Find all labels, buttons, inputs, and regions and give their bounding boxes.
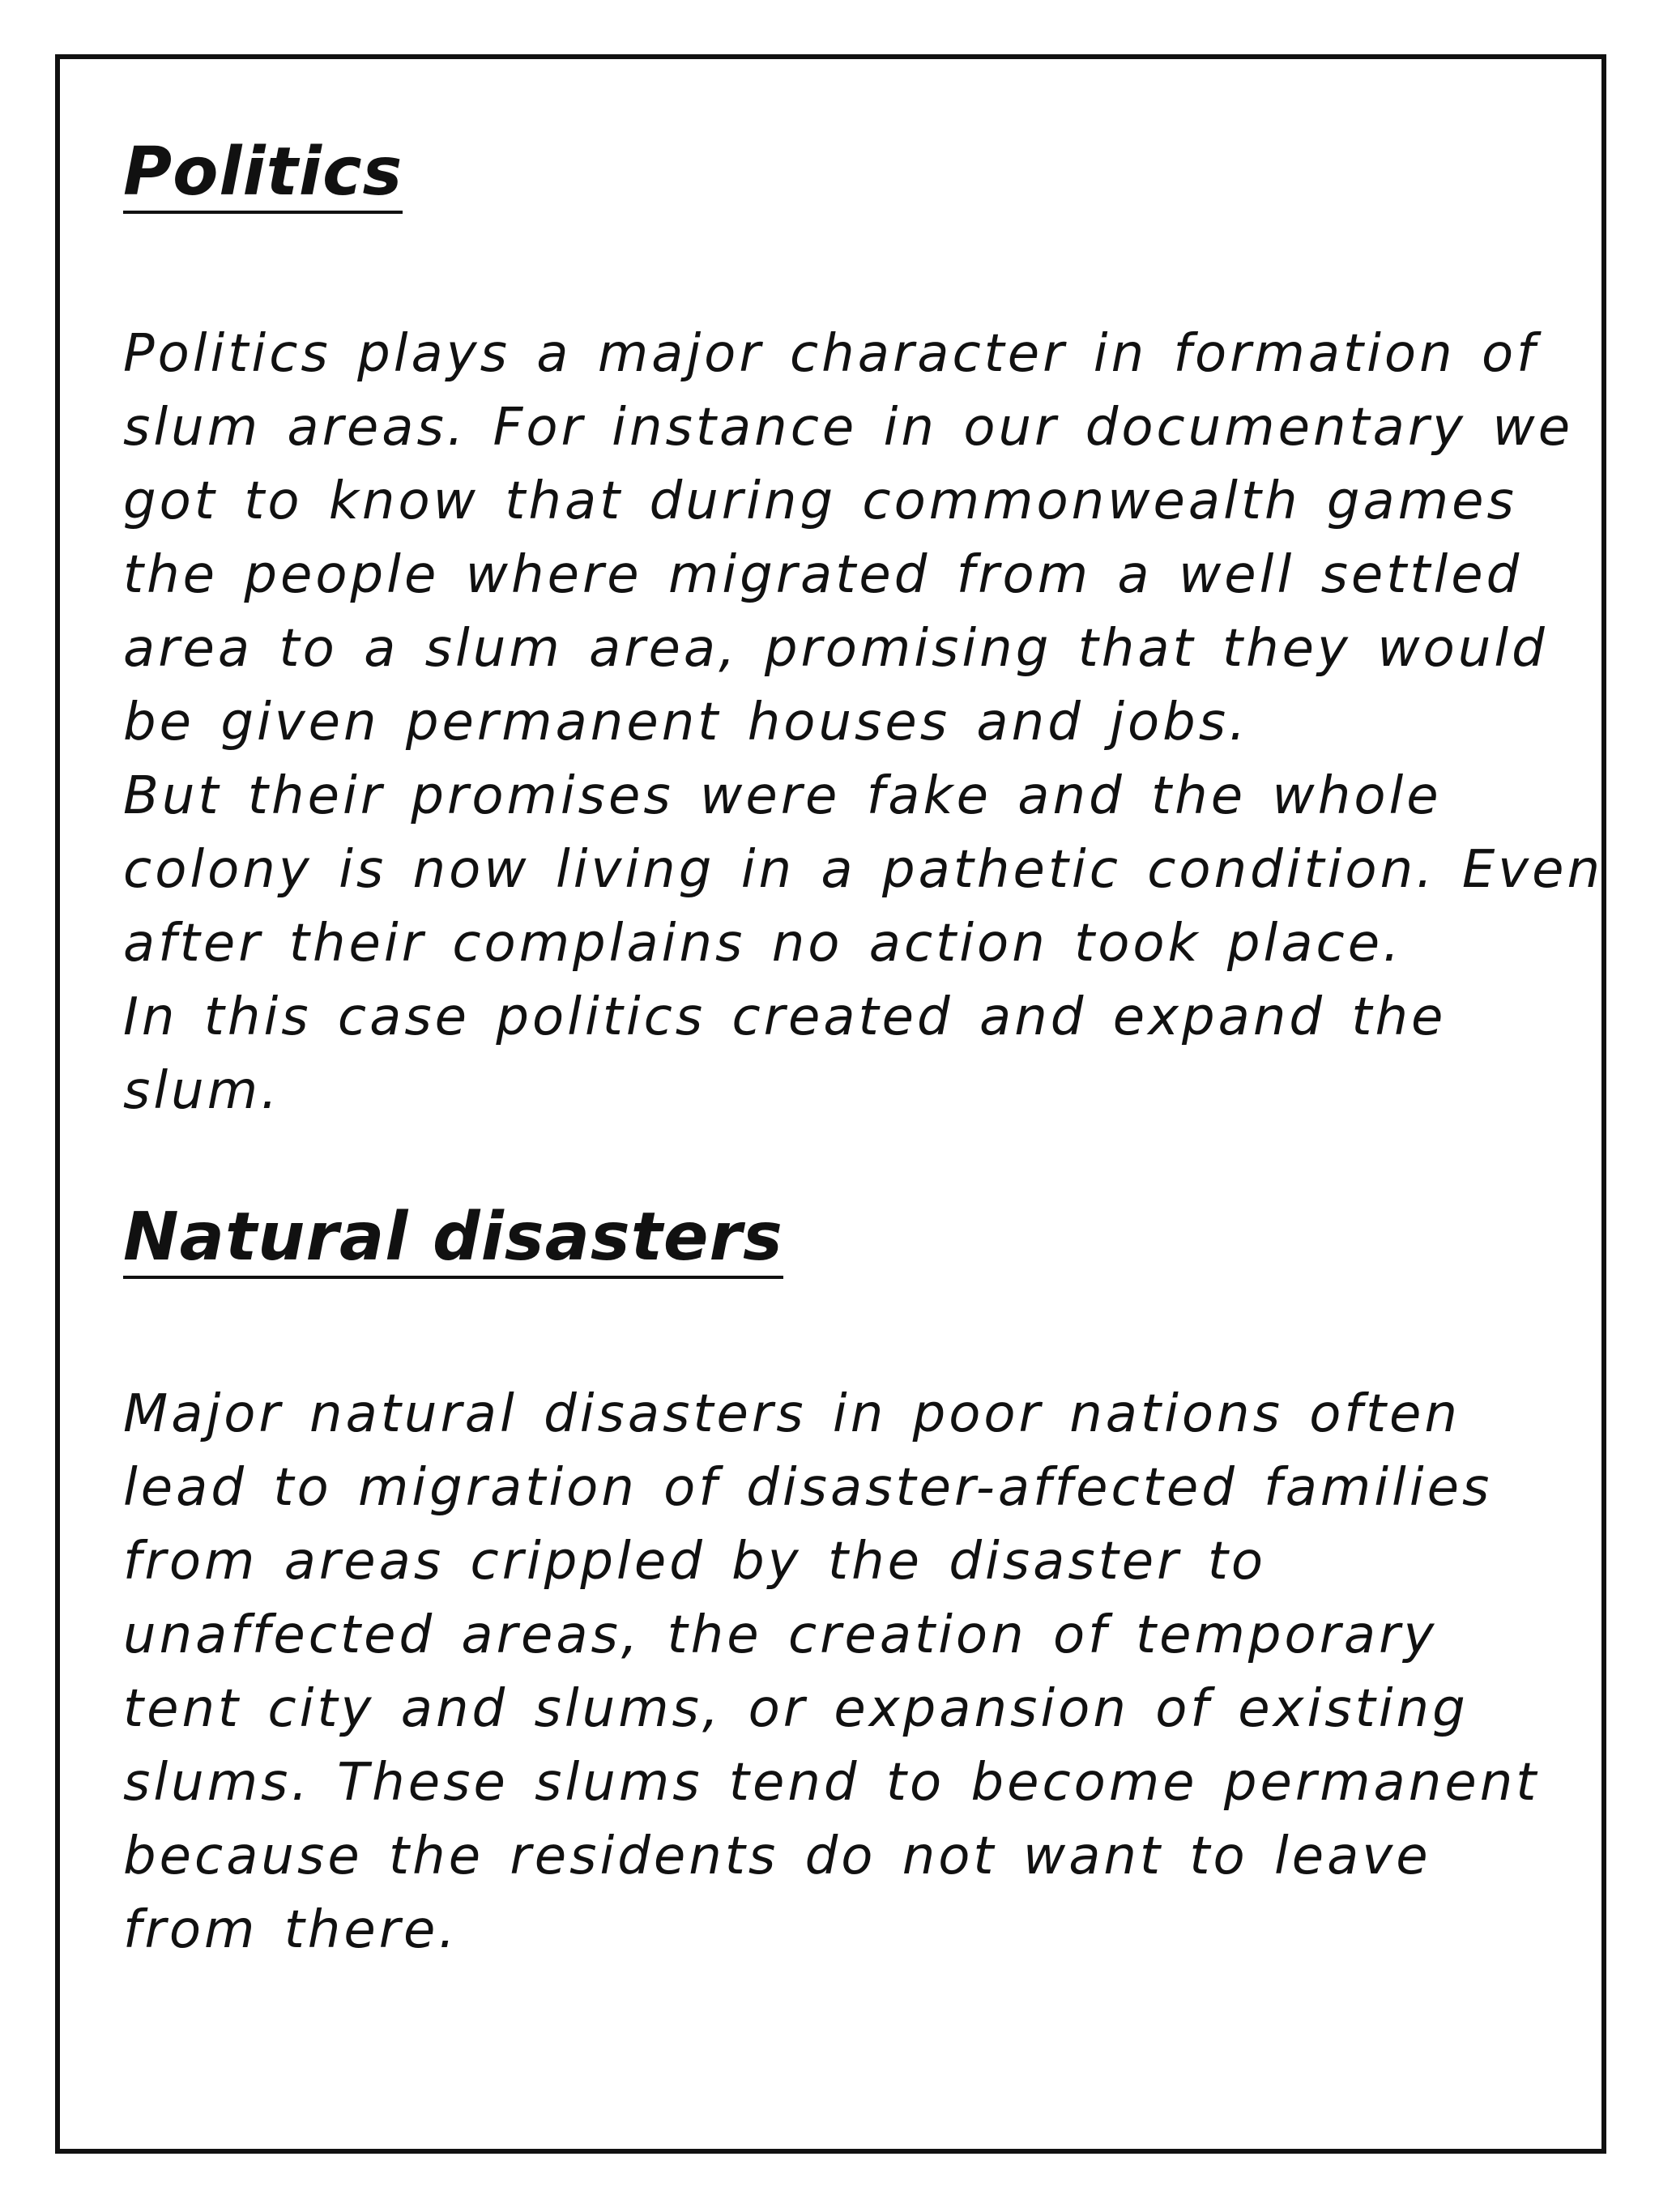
text-line: colony is now living in a pathetic condition. Even: [123, 840, 1604, 901]
text-line: got to know that during commonwealth games: [123, 471, 1517, 532]
text-line: be given permanent houses and jobs.: [123, 693, 1249, 753]
section-paragraph: [123, 1378, 1539, 1967]
text-line: the people where migrated from a well settled: [123, 545, 1523, 606]
text-line: slums. These slums tend to become permanent: [123, 1753, 1540, 1813]
text-line: area to a slum area, promising that they would: [123, 619, 1548, 680]
text-line: because the residents do not want to leave: [123, 1826, 1431, 1887]
page-border: [55, 54, 1606, 2154]
text-line: Major natural disasters in poor nations often: [123, 1384, 1461, 1445]
text-line: tent city and slums, or expansion of existing: [123, 1679, 1469, 1740]
text-line: slum.: [123, 1061, 281, 1122]
text-line: Politics plays a major character in formation of: [123, 324, 1538, 385]
text-line: slum areas. For instance in our documentary we: [123, 398, 1574, 458]
section-paragraph: [123, 318, 1603, 1128]
section-heading: Natural disasters: [123, 1201, 783, 1279]
text-line: But their promises were fake and the whole: [123, 766, 1442, 827]
text-line: after their complains no action took place.: [123, 914, 1403, 974]
text-line: from there.: [123, 1900, 458, 1961]
section-heading: Politics: [123, 136, 403, 214]
text-line: unaffected areas, the creation of temporary: [123, 1605, 1438, 1666]
text-line: In this case politics created and expand the: [123, 987, 1447, 1048]
section-natural-disasters: [123, 1201, 1539, 1967]
section-politics: [123, 136, 1603, 1128]
text-line: from areas crippled by the disaster to: [123, 1532, 1267, 1592]
text-line: lead to migration of disaster-affected families: [123, 1458, 1493, 1519]
